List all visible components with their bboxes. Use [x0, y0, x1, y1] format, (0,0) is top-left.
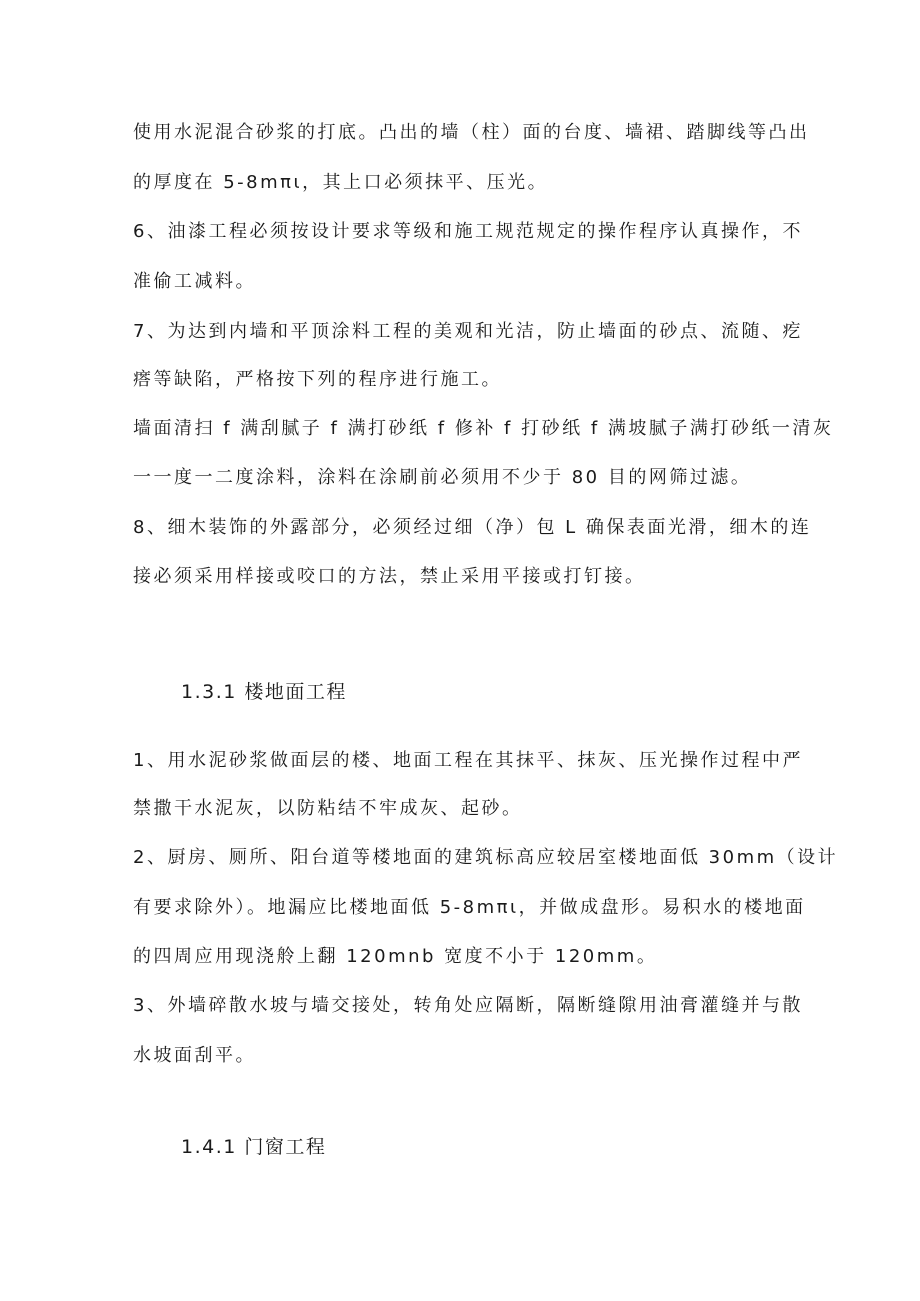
paragraph-line: 1、用水泥砂浆做面层的楼、地面工程在其抹平、抹灰、压光操作过程中严 [133, 750, 803, 771]
paragraph-line: 水坡面刮平。 [133, 1045, 256, 1066]
paragraph-line: 瘩等缺陷，严格按下列的程序进行施工。 [133, 369, 502, 390]
paragraph-line: 有要求除外）。地漏应比楼地面低 5-8mπι，并做成盘形。易积水的楼地面 [133, 897, 806, 918]
paragraph-line: 准偷工减料。 [133, 271, 256, 292]
paragraph-line: 7、为达到内墙和平顶涂料工程的美观和光洁，防止墙面的砂点、流随、疙 [133, 321, 803, 342]
paragraph-line: 使用水泥混合砂浆的打底。凸出的墙（柱）面的台度、墙裙、踏脚线等凸出 [133, 122, 810, 143]
paragraph-line: 禁撒干水泥灰，以防粘结不牢成灰、起砂。 [133, 798, 523, 819]
paragraph-line: 8、细木装饰的外露部分，必须经过细（净）包 L 确保表面光滑，细木的连 [133, 517, 812, 538]
paragraph-line: 接必须采用样接或咬口的方法，禁止采用平接或打钉接。 [133, 566, 646, 587]
paragraph-line: 的厚度在 5-8mπι，其上口必须抹平、压光。 [133, 172, 549, 193]
paragraph-line: 3、外墙碎散水坡与墙交接处，转角处应隔断，隔断缝隙用油膏灌缝并与散 [133, 995, 803, 1016]
paragraph-line: 一一度一二度涂料，涂料在涂刷前必须用不少于 80 目的网筛过滤。 [133, 467, 752, 488]
paragraph-line: 6、油漆工程必须按设计要求等级和施工规范规定的操作程序认真操作，不 [133, 221, 803, 242]
section-heading-1-4-1: 1.4.1 门窗工程 [181, 1136, 327, 1158]
section-heading-1-3-1: 1.3.1 楼地面工程 [181, 681, 347, 703]
paragraph-line: 2、厨房、厕所、阳台道等楼地面的建筑标高应较居室楼地面低 30mm（设计 [133, 847, 839, 868]
paragraph-line: 墙面清扫 f 满刮腻子 f 满打砂纸 f 修补 f 打砂纸 f 满坡腻子满打砂纸一清灰 [133, 418, 834, 439]
paragraph-line: 的四周应用现浇舲上翻 120mnb 宽度不小于 120mm。 [133, 946, 658, 967]
